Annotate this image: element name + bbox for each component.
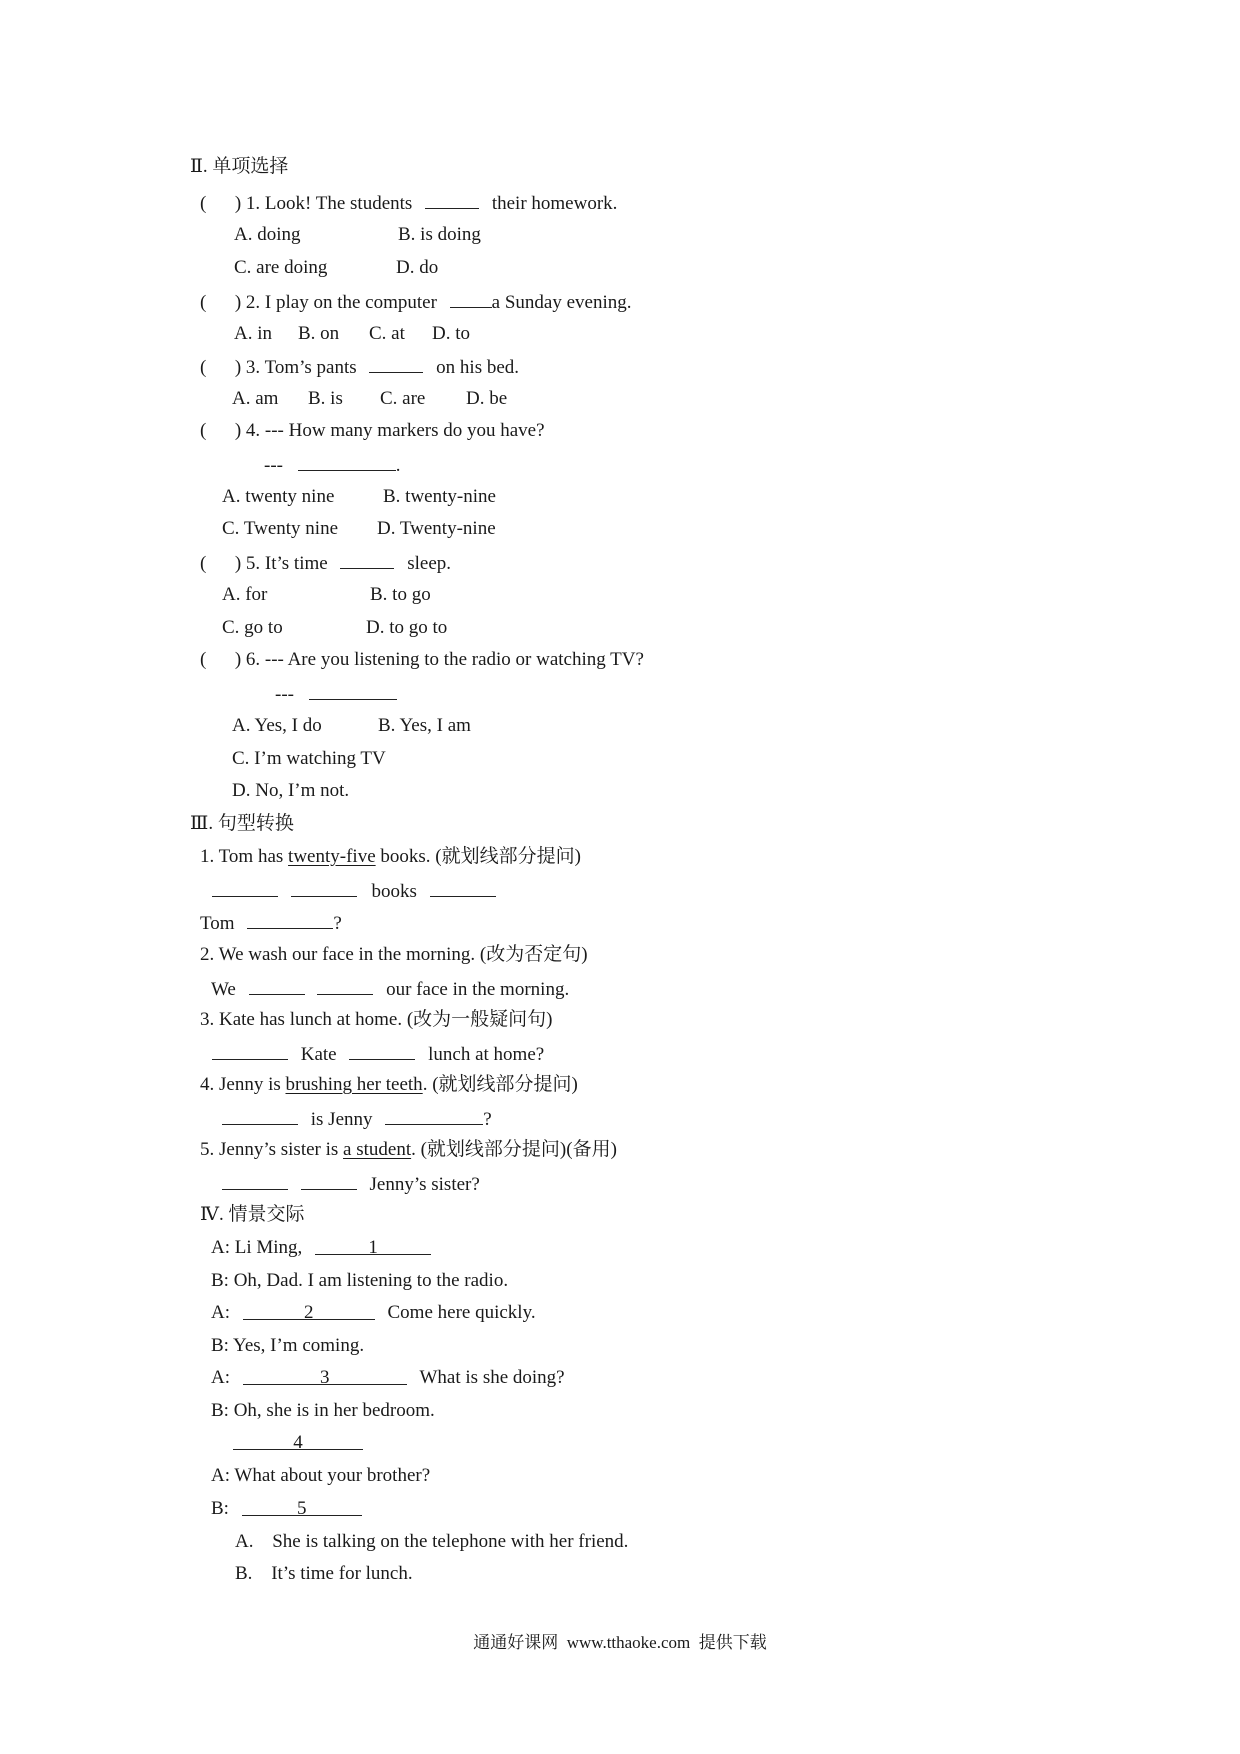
transform-1-answer-line1 — [212, 878, 496, 904]
option-d: D. to go to — [366, 617, 448, 638]
question-2 — [200, 289, 632, 315]
speaker-label: B: — [211, 1270, 229, 1291]
dialogue-line-2 — [211, 1269, 508, 1293]
question-text: --- Are you listening to the radio or watching TV? — [264, 649, 644, 670]
answer-word: Kate — [300, 1044, 337, 1065]
option-d: D. to — [432, 323, 470, 344]
transform-3-answer — [212, 1041, 544, 1067]
section-4-title: Ⅳ. 情景交际 — [200, 1204, 305, 1225]
question-5 — [200, 550, 451, 576]
answer-blank[interactable] — [247, 910, 333, 929]
question-text-end: their homework. — [491, 193, 618, 214]
option-b: B. Yes, I am — [378, 715, 471, 736]
speaker-label: A: — [211, 1367, 230, 1388]
answer-blank[interactable] — [301, 1171, 357, 1190]
transform-2: 2. We wash our face in the morning. (改为否定句) — [200, 944, 588, 965]
dialogue-line-9 — [211, 1497, 362, 1521]
transform-4 — [200, 1073, 578, 1097]
question-text: It’s time — [264, 553, 328, 574]
dialogue-option-b — [235, 1562, 413, 1586]
question-text: I play on the computer — [264, 292, 437, 313]
dialogue-blank[interactable]: 2 — [243, 1301, 375, 1320]
dialogue-line-5 — [211, 1366, 565, 1390]
dialogue-text: Oh, Dad. I am listening to the radio. — [233, 1270, 509, 1291]
question-text-end: a Sunday evening. — [491, 292, 632, 313]
answer-paren: ( ) — [200, 553, 242, 574]
underlined-part: twenty-five — [288, 846, 376, 867]
answer-blank[interactable] — [222, 1171, 288, 1190]
answer-word: Tom — [200, 913, 235, 934]
dialogue-text: Come here quickly. — [387, 1302, 536, 1323]
transform-1-answer-line2 — [200, 910, 342, 936]
answer-blank[interactable] — [212, 1041, 288, 1060]
section-3-title: Ⅲ. 句型转换 — [190, 813, 294, 834]
dialogue-line-6 — [211, 1399, 435, 1423]
underlined-part: brushing her teeth — [285, 1074, 423, 1095]
option-text: She is talking on the telephone with her friend. — [272, 1531, 629, 1552]
reply-dash: --- — [264, 455, 283, 476]
answer-blank[interactable] — [340, 550, 394, 569]
dialogue-blank[interactable]: 1 — [315, 1236, 431, 1255]
sentence-text: 1. Tom has — [200, 846, 289, 867]
option-c: C. are doing — [234, 257, 328, 278]
answer-blank[interactable] — [450, 289, 492, 308]
answer-paren: ( ) — [200, 649, 242, 670]
answer-paren: ( ) — [200, 357, 242, 378]
dialogue-line-1 — [211, 1236, 431, 1260]
answer-blank[interactable] — [349, 1041, 415, 1060]
question-text: --- How many markers do you have? — [264, 420, 545, 441]
sentence-instruction: . (就划线部分提问) — [422, 1074, 578, 1095]
answer-paren: ( ) — [200, 420, 242, 441]
option-c: C. go to — [222, 617, 283, 638]
option-b: B. on — [298, 323, 340, 344]
question-6-reply — [275, 681, 397, 707]
option-d: D. do — [396, 257, 439, 278]
transform-2-answer — [211, 976, 569, 1002]
question-text: Look! The students — [264, 193, 413, 214]
transform-3: 3. Kate has lunch at home. (改为一般疑问句) — [200, 1009, 553, 1030]
page-footer: 通通好课网 www.tthaoke.com 提供下载 — [473, 1633, 767, 1652]
option-a: A. doing — [234, 224, 301, 245]
dialogue-line-8 — [211, 1464, 430, 1488]
option-a: A. in — [234, 323, 272, 344]
transform-4-answer — [222, 1106, 492, 1132]
dialogue-text: Li Ming, — [234, 1237, 303, 1258]
option-c: C. Twenty nine — [222, 518, 339, 539]
answer-text: lunch at home? — [428, 1044, 545, 1065]
speaker-label: A: — [211, 1237, 230, 1258]
option-a: A. for — [222, 584, 268, 605]
sentence-text: 5. Jenny’s sister is — [200, 1139, 344, 1160]
option-b: B. is doing — [398, 224, 481, 245]
answer-blank[interactable] — [369, 354, 423, 373]
dialogue-text: What is she doing? — [419, 1367, 565, 1388]
option-d: D. be — [466, 388, 508, 409]
option-label: B. — [235, 1563, 253, 1584]
question-3 — [200, 354, 519, 380]
answer-paren: ( ) — [200, 292, 242, 313]
underlined-part: a student — [343, 1139, 412, 1160]
question-number: 6. — [245, 649, 261, 670]
answer-text: Jenny’s sister? — [369, 1174, 480, 1195]
question-number: 3. — [245, 357, 261, 378]
dialogue-line-7 — [233, 1431, 363, 1455]
option-d: D. No, I’m not. — [232, 780, 350, 801]
question-text-end: sleep. — [407, 553, 452, 574]
speaker-label: B: — [211, 1400, 229, 1421]
answer-blank[interactable] — [430, 878, 496, 897]
speaker-label: B: — [211, 1335, 229, 1356]
speaker-label: A: — [211, 1465, 230, 1486]
option-b: B. twenty-nine — [383, 486, 496, 507]
transform-1 — [200, 845, 581, 869]
sentence-instruction: books. (就划线部分提问) — [375, 846, 581, 867]
dialogue-option-a — [235, 1530, 628, 1554]
transform-5 — [200, 1138, 617, 1162]
dialogue-text: Oh, she is in her bedroom. — [233, 1400, 435, 1421]
sentence-text: 4. Jenny is — [200, 1074, 286, 1095]
option-a: A. twenty nine — [222, 486, 335, 507]
option-d: D. Twenty-nine — [377, 518, 496, 539]
option-c: C. at — [369, 323, 405, 344]
answer-blank[interactable] — [317, 976, 373, 995]
question-number: 1. — [245, 193, 261, 214]
answer-blank[interactable] — [222, 1106, 298, 1125]
question-1 — [200, 190, 617, 216]
option-c: C. I’m watching TV — [232, 748, 386, 769]
answer-text: is Jenny — [310, 1109, 373, 1130]
option-text: It’s time for lunch. — [271, 1563, 413, 1584]
answer-text: our face in the morning. — [386, 979, 570, 1000]
option-c: C. are — [380, 388, 426, 409]
dialogue-line-4 — [211, 1334, 364, 1358]
question-mark: ? — [483, 1109, 492, 1130]
dialogue-blank[interactable]: 3 — [243, 1366, 407, 1385]
answer-blank[interactable] — [212, 878, 278, 897]
answer-blank[interactable] — [298, 452, 396, 471]
option-a: A. am — [232, 388, 279, 409]
answer-blank[interactable] — [291, 878, 357, 897]
section-2-title: Ⅱ. 单项选择 — [190, 156, 289, 177]
option-a: A. Yes, I do — [232, 715, 322, 736]
dialogue-line-3 — [211, 1301, 536, 1325]
reply-dash: --- — [275, 684, 294, 705]
dialogue-text: What about your brother? — [234, 1465, 431, 1486]
question-number: 4. — [245, 420, 261, 441]
answer-blank[interactable] — [249, 976, 305, 995]
question-mark: ? — [333, 913, 342, 934]
question-number: 5. — [245, 553, 261, 574]
transform-5-answer — [222, 1171, 480, 1197]
answer-paren: ( ) — [200, 193, 242, 214]
answer-blank[interactable] — [309, 681, 397, 700]
reply-end: . — [395, 455, 401, 476]
answer-blank[interactable] — [385, 1106, 483, 1125]
dialogue-text: Yes, I’m coming. — [233, 1335, 365, 1356]
dialogue-blank[interactable]: 4 — [233, 1431, 363, 1450]
question-text-end: on his bed. — [436, 357, 520, 378]
sentence-instruction: . (就划线部分提问)(备用) — [411, 1139, 617, 1160]
option-label: A. — [235, 1531, 254, 1552]
speaker-label: A: — [211, 1302, 230, 1323]
question-text: Tom’s pants — [264, 357, 357, 378]
question-4-reply — [264, 452, 400, 478]
option-b: B. to go — [370, 584, 431, 605]
answer-word: We — [211, 979, 236, 1000]
option-b: B. is — [308, 388, 343, 409]
answer-blank[interactable] — [425, 190, 479, 209]
speaker-label: B: — [211, 1498, 229, 1519]
question-6 — [200, 648, 644, 672]
question-number: 2. — [245, 292, 261, 313]
question-4 — [200, 419, 545, 443]
answer-word: books — [371, 881, 417, 902]
dialogue-blank[interactable]: 5 — [242, 1497, 362, 1516]
